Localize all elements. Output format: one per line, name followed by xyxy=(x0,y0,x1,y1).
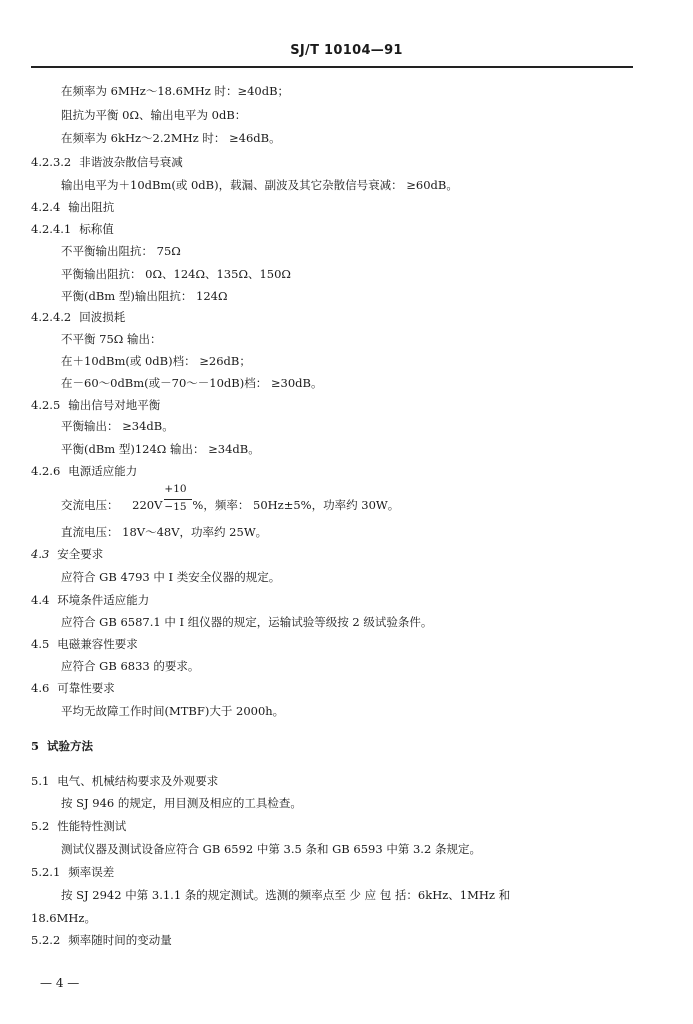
section-heading xyxy=(31,221,114,237)
section-heading xyxy=(31,397,160,413)
section-number: 5.2 xyxy=(31,819,50,833)
body-line xyxy=(61,83,289,99)
line-text: 不平衡 75Ω 输出： xyxy=(61,332,162,346)
section-title: 性能特性测试 xyxy=(57,819,127,833)
section-number: 4.6 xyxy=(31,681,50,695)
body-line xyxy=(61,266,291,282)
section-number: 4.2.4.1 xyxy=(31,222,72,236)
section-title: 标称值 xyxy=(79,222,114,236)
body-line xyxy=(31,910,96,926)
line-text: 在＋10dBm(或 0dB)档： ≥26dB； xyxy=(61,354,251,368)
tolerance-bar xyxy=(164,499,192,500)
body-line xyxy=(61,569,280,585)
ac-voltage-value: 220V xyxy=(132,498,163,512)
line-text: 阻抗为平衡 0Ω、输出电平为 0dB： xyxy=(61,108,247,122)
line-text: 在－60～0dBm(或－70～－10dB)档： ≥30dB。 xyxy=(61,376,323,390)
line-text: 应符合 GB 6587.1 中 I 组仪器的规定，运输试验等级按 2 级试验条件。 xyxy=(61,615,433,629)
body-line xyxy=(61,524,267,540)
section-heading xyxy=(31,463,137,479)
line-text: 平衡(dBm 型)输出阻抗： 124Ω xyxy=(61,289,228,303)
section-number: 4.2.3.2 xyxy=(31,155,72,169)
line-text: 平衡输出： ≥34dB。 xyxy=(61,419,174,433)
section-heading xyxy=(31,864,114,880)
section-number: 4.3 xyxy=(31,547,50,561)
line-text: 输出电平为＋10dBm(或 0dB)，载漏、副波及其它杂散信号衰减： ≥60dB。 xyxy=(61,178,458,192)
ac-voltage-label: 交流电压： xyxy=(61,498,119,512)
section-title: 频率随时间的变动量 xyxy=(68,933,172,947)
section-title: 安全要求 xyxy=(57,547,104,561)
page-header: SJ/T 10104—91 xyxy=(290,43,403,58)
body-line xyxy=(61,418,174,434)
body-line xyxy=(61,130,281,146)
section-number: 4.2.6 xyxy=(31,464,61,478)
section-number: 4.2.5 xyxy=(31,398,61,412)
header-rule xyxy=(31,66,633,68)
section-title: 电磁兼容性要求 xyxy=(57,637,138,651)
chapter-heading xyxy=(31,738,93,754)
voltage-tolerance xyxy=(162,483,192,513)
line-text: 按 SJ 946 的规定，用目测及相应的工具检查。 xyxy=(61,796,302,810)
chapter-number: 5 xyxy=(31,739,40,753)
line-text: 应符合 GB 6833 的要求。 xyxy=(61,659,200,673)
section-number: 5.1 xyxy=(31,774,50,788)
line-text: 平衡输出阻抗： 0Ω、124Ω、135Ω、150Ω xyxy=(61,267,291,281)
section-number: 4.2.4 xyxy=(31,200,61,214)
section-heading xyxy=(31,309,125,325)
section-title: 输出阻抗 xyxy=(68,200,115,214)
section-heading xyxy=(31,154,183,170)
line-text: 18.6MHz。 xyxy=(31,911,96,925)
body-line xyxy=(61,614,432,630)
page-number: — 4 — xyxy=(40,976,80,990)
body-line xyxy=(61,288,228,304)
section-title: 非谐波杂散信号衰减 xyxy=(79,155,183,169)
section-heading xyxy=(31,546,103,562)
section-number: 5.2.1 xyxy=(31,865,61,879)
body-line xyxy=(61,441,260,457)
body-line xyxy=(61,795,302,811)
section-heading xyxy=(31,592,149,608)
body-line xyxy=(61,353,251,369)
line-text: 应符合 GB 4793 中 I 类安全仪器的规定。 xyxy=(61,570,281,584)
section-heading xyxy=(31,199,114,215)
section-title: 可靠性要求 xyxy=(57,681,115,695)
body-line xyxy=(61,887,510,903)
body-line xyxy=(61,331,161,347)
tolerance-lower: −15 xyxy=(164,501,187,513)
section-heading xyxy=(31,932,172,948)
line-text: 平衡(dBm 型)124Ω 输出： ≥34dB。 xyxy=(61,442,260,456)
body-line xyxy=(61,841,481,857)
section-title: 频率误差 xyxy=(68,865,115,879)
line-text: 不平衡输出阻抗： 75Ω xyxy=(61,244,181,258)
body-line xyxy=(61,107,246,123)
body-line xyxy=(61,243,181,259)
ac-voltage-suffix: %，频率： 50Hz±5%，功率约 30W。 xyxy=(192,498,400,512)
section-title: 电气、机械结构要求及外观要求 xyxy=(57,774,219,788)
tolerance-upper: +10 xyxy=(164,483,187,495)
section-title: 电源适应能力 xyxy=(68,464,138,478)
section-number: 4.4 xyxy=(31,593,50,607)
section-heading xyxy=(31,636,138,652)
body-line xyxy=(61,658,199,674)
line-text: 测试仪器及测试设备应符合 GB 6592 中第 3.5 条和 GB 6593 中第 3.2 条规定。 xyxy=(61,842,481,856)
line-text: 按 SJ 2942 中第 3.1.1 条的规定测试。选测的频率点至 少 应 包 括：6kHz、1MHz 和 xyxy=(61,888,511,902)
ac-voltage-line xyxy=(61,483,400,513)
section-number: 4.2.4.2 xyxy=(31,310,72,324)
body-line xyxy=(61,375,322,391)
section-title: 环境条件适应能力 xyxy=(57,593,150,607)
section-title: 输出信号对地平衡 xyxy=(68,398,161,412)
line-text: 平均无故障工作时间(MTBF)大于 2000h。 xyxy=(61,704,285,718)
chapter-title: 试验方法 xyxy=(47,739,94,753)
line-text: 在频率为 6kHz～2.2MHz 时： ≥46dB。 xyxy=(61,131,281,145)
section-number: 5.2.2 xyxy=(31,933,61,947)
body-line xyxy=(61,177,458,193)
section-heading xyxy=(31,680,115,696)
section-number: 4.5 xyxy=(31,637,50,651)
line-text: 在频率为 6MHz～18.6MHz 时：≥40dB； xyxy=(61,84,290,98)
body-line xyxy=(61,703,284,719)
section-heading xyxy=(31,773,218,789)
section-heading xyxy=(31,818,126,834)
line-text: 直流电压： 18V～48V，功率约 25W。 xyxy=(61,525,268,539)
section-title: 回波损耗 xyxy=(79,310,126,324)
